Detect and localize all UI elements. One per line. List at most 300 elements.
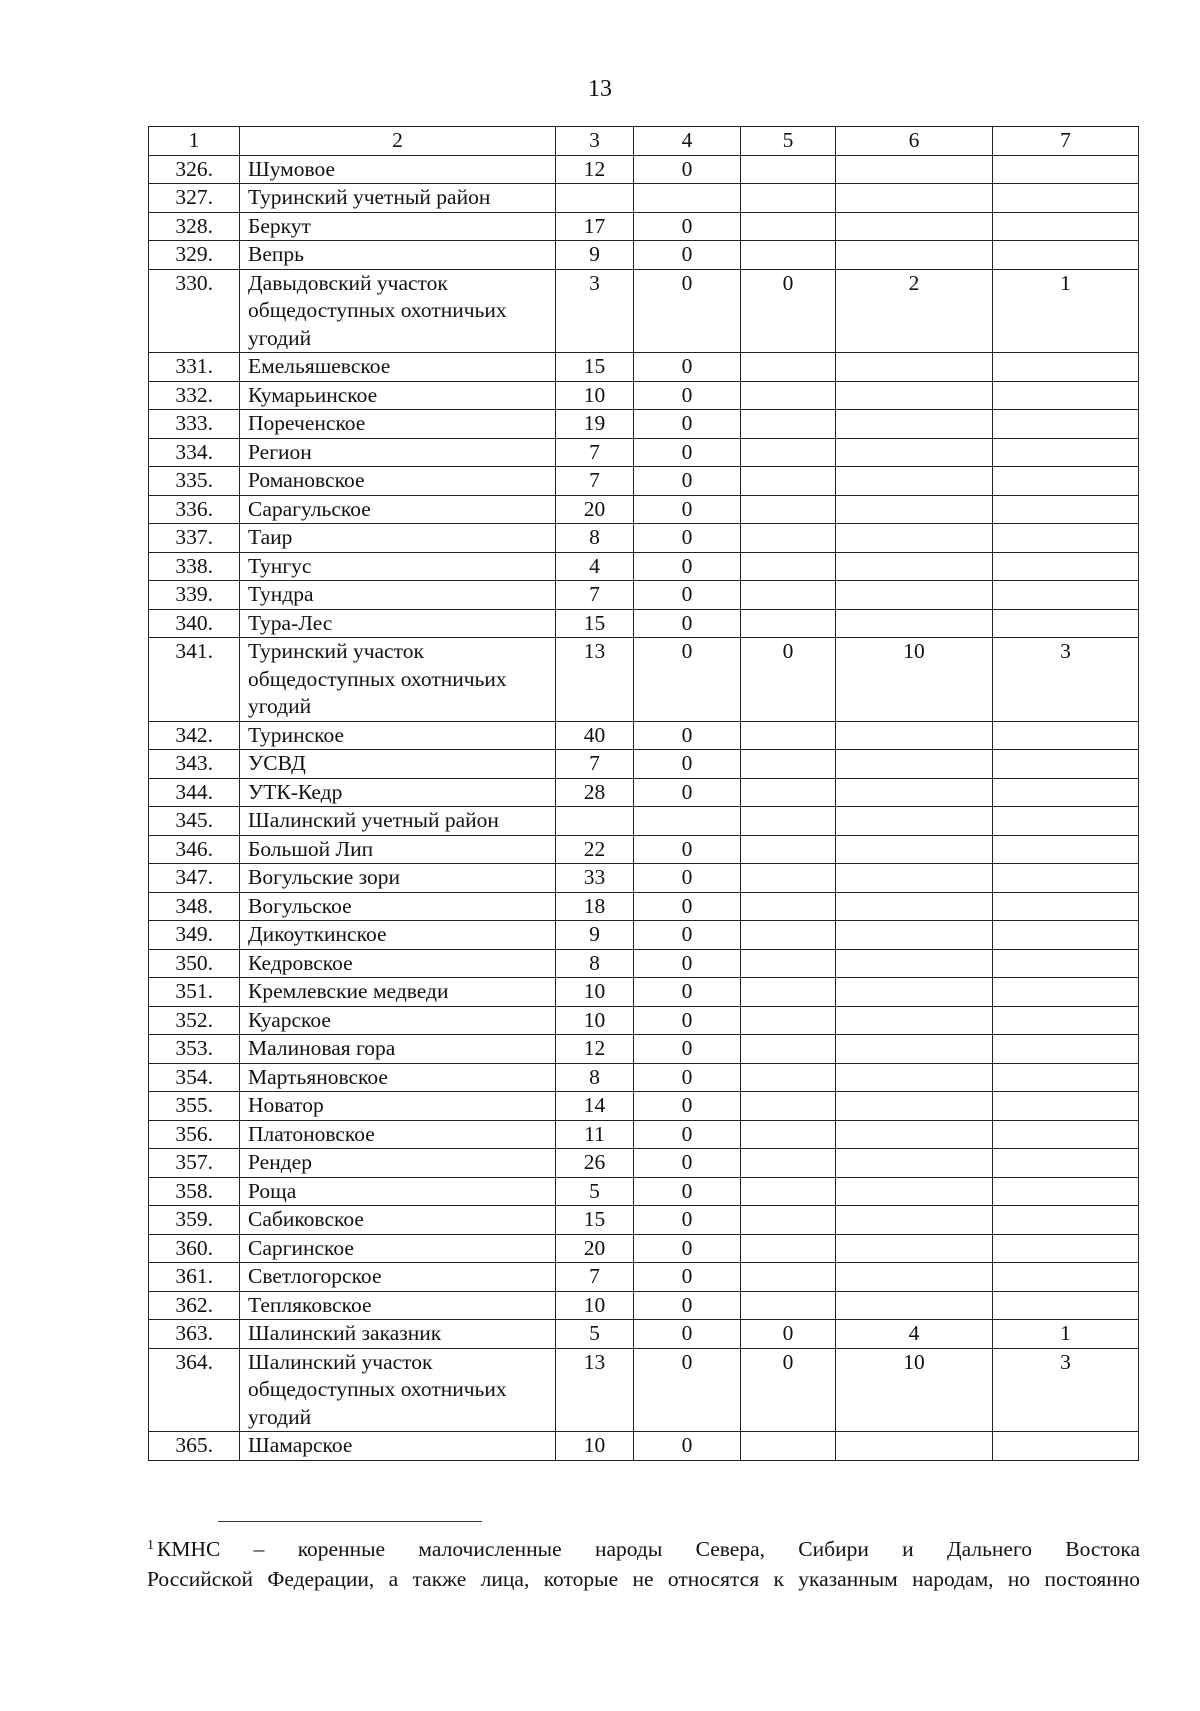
row-number-cell: 364. — [149, 1348, 240, 1432]
area-name-line: Новатор — [248, 1093, 324, 1117]
area-name-cell — [240, 212, 556, 241]
area-name-line: Мартьяновское — [248, 1064, 388, 1089]
table-row — [149, 864, 1139, 893]
col7-cell — [993, 1177, 1139, 1206]
area-name-line: Шумовое — [248, 156, 336, 181]
col5-cell — [741, 807, 836, 836]
col3-cell: 15 — [556, 353, 634, 382]
footnote — [147, 1531, 1140, 1594]
table-row — [149, 1320, 1139, 1349]
area-name-cell — [240, 1035, 556, 1064]
col5-cell — [741, 921, 836, 950]
col5-cell — [741, 184, 836, 213]
col6-cell — [836, 467, 993, 496]
col5-cell: 0 — [741, 1348, 836, 1432]
col4-cell: 0 — [634, 638, 741, 722]
col4-cell: 0 — [634, 353, 741, 382]
area-name-cell — [240, 892, 556, 921]
col5-cell — [741, 1291, 836, 1320]
area-name-line: Кумарьинское — [248, 382, 378, 407]
area-name-line: общедоступных охотничьих — [248, 1377, 507, 1401]
col7-cell: 3 — [993, 1348, 1139, 1432]
row-number-cell: 344. — [149, 778, 240, 807]
area-name-line: Романовское — [248, 468, 365, 492]
table-row — [149, 212, 1139, 241]
area-name-line: угодий — [248, 325, 312, 350]
col7-cell — [993, 892, 1139, 921]
area-name-cell — [240, 1348, 556, 1432]
row-number-cell: 335. — [149, 467, 240, 496]
col6-cell: 4 — [836, 1320, 993, 1349]
area-name-cell — [240, 638, 556, 722]
area-name-cell — [240, 269, 556, 353]
area-name-line: Пореченское — [248, 411, 366, 435]
row-number-cell: 332. — [149, 381, 240, 410]
row-number-cell: 352. — [149, 1006, 240, 1035]
row-number-cell: 329. — [149, 241, 240, 270]
col6-cell — [836, 921, 993, 950]
table-row — [149, 1348, 1139, 1432]
col5-cell — [741, 495, 836, 524]
col5-cell: 0 — [741, 269, 836, 353]
area-name-line: Платоновское — [248, 1121, 375, 1146]
col5-cell — [741, 410, 836, 439]
col4-cell: 0 — [634, 1063, 741, 1092]
area-name-line: Кремлевские медведи — [248, 979, 449, 1003]
area-name-cell — [240, 1149, 556, 1178]
area-name-line: Давыдовский участок — [248, 270, 448, 295]
header-cell: 6 — [836, 127, 993, 156]
col7-cell — [993, 778, 1139, 807]
row-number-cell: 327. — [149, 184, 240, 213]
area-name-line: Дикоуткинское — [248, 922, 387, 946]
col6-cell — [836, 410, 993, 439]
col3-cell: 12 — [556, 1035, 634, 1064]
col4-cell: 0 — [634, 438, 741, 467]
col3-cell: 7 — [556, 1263, 634, 1292]
table-row — [149, 524, 1139, 553]
col4-cell: 0 — [634, 1092, 741, 1121]
row-number-cell: 347. — [149, 864, 240, 893]
table-row — [149, 1092, 1139, 1121]
area-name-cell — [240, 438, 556, 467]
col5-cell — [741, 1120, 836, 1149]
col7-cell — [993, 381, 1139, 410]
col6-cell: 10 — [836, 1348, 993, 1432]
table-row — [149, 778, 1139, 807]
table-row — [149, 1263, 1139, 1292]
table-row — [149, 807, 1139, 836]
row-number-cell: 360. — [149, 1234, 240, 1263]
col4-cell: 0 — [634, 1234, 741, 1263]
col3-cell: 5 — [556, 1320, 634, 1349]
row-number-cell: 334. — [149, 438, 240, 467]
table-row — [149, 467, 1139, 496]
col7-cell — [993, 212, 1139, 241]
footnote-marker: 1 — [147, 1538, 154, 1553]
area-name-line: Шамарское — [248, 1433, 353, 1457]
col4-cell: 0 — [634, 609, 741, 638]
table-row — [149, 1206, 1139, 1235]
area-name-line: Регион — [248, 439, 312, 464]
col3-cell — [556, 184, 634, 213]
table-row — [149, 949, 1139, 978]
col3-cell: 18 — [556, 892, 634, 921]
area-name-cell — [240, 581, 556, 610]
col4-cell: 0 — [634, 381, 741, 410]
col4-cell: 0 — [634, 552, 741, 581]
col3-cell: 17 — [556, 212, 634, 241]
header-cell: 5 — [741, 127, 836, 156]
col3-cell: 20 — [556, 495, 634, 524]
table-row — [149, 1120, 1139, 1149]
col7-cell — [993, 495, 1139, 524]
row-number-cell: 349. — [149, 921, 240, 950]
col5-cell — [741, 1035, 836, 1064]
col6-cell — [836, 184, 993, 213]
col5-cell — [741, 1149, 836, 1178]
table-row — [149, 835, 1139, 864]
col4-cell: 0 — [634, 1120, 741, 1149]
row-number-cell: 326. — [149, 155, 240, 184]
col4-cell: 0 — [634, 721, 741, 750]
col7-cell — [993, 807, 1139, 836]
col7-cell — [993, 184, 1139, 213]
area-name-line: Вогульские зори — [248, 865, 401, 889]
col5-cell — [741, 353, 836, 382]
col5-cell — [741, 1177, 836, 1206]
area-name-line: Шалинский учетный район — [248, 808, 499, 832]
header-cell: 7 — [993, 127, 1139, 156]
col5-cell — [741, 212, 836, 241]
col4-cell: 0 — [634, 949, 741, 978]
col4-cell: 0 — [634, 1177, 741, 1206]
col6-cell — [836, 524, 993, 553]
col3-cell: 7 — [556, 467, 634, 496]
col3-cell: 10 — [556, 381, 634, 410]
area-name-cell — [240, 241, 556, 270]
col5-cell — [741, 892, 836, 921]
area-name-cell — [240, 1006, 556, 1035]
table-row — [149, 921, 1139, 950]
area-name-cell — [240, 381, 556, 410]
table-row — [149, 721, 1139, 750]
row-number-cell: 354. — [149, 1063, 240, 1092]
area-name-line: Шалинский участок — [248, 1349, 433, 1374]
row-number-cell: 345. — [149, 807, 240, 836]
area-name-line: Большой Лип — [248, 836, 374, 861]
col6-cell — [836, 721, 993, 750]
col6-cell — [836, 495, 993, 524]
area-name-line: общедоступных охотничьих — [248, 666, 507, 691]
area-name-cell — [240, 1432, 556, 1461]
table-body — [149, 127, 1139, 1461]
row-number-cell: 359. — [149, 1206, 240, 1235]
col7-cell — [993, 949, 1139, 978]
col5-cell — [741, 241, 836, 270]
table-row — [149, 438, 1139, 467]
col7-cell — [993, 155, 1139, 184]
area-name-line: общедоступных охотничьих — [248, 298, 507, 322]
col6-cell — [836, 1177, 993, 1206]
area-name-line: угодий — [248, 694, 312, 718]
area-name-cell — [240, 1120, 556, 1149]
table-row — [149, 1006, 1139, 1035]
table-row — [149, 184, 1139, 213]
table-row — [149, 638, 1139, 722]
area-name-cell — [240, 524, 556, 553]
col3-cell: 15 — [556, 1206, 634, 1235]
col7-cell — [993, 921, 1139, 950]
row-number-cell: 350. — [149, 949, 240, 978]
col4-cell: 0 — [634, 750, 741, 779]
col5-cell — [741, 949, 836, 978]
col6-cell — [836, 1432, 993, 1461]
col5-cell — [741, 1092, 836, 1121]
col7-cell: 1 — [993, 1320, 1139, 1349]
col7-cell — [993, 864, 1139, 893]
table-row — [149, 1035, 1139, 1064]
row-number-cell: 339. — [149, 581, 240, 610]
col5-cell — [741, 467, 836, 496]
col3-cell: 19 — [556, 410, 634, 439]
col6-cell — [836, 949, 993, 978]
area-name-line: Вепрь — [248, 242, 304, 266]
area-name-cell — [240, 921, 556, 950]
row-number-cell: 353. — [149, 1035, 240, 1064]
col4-cell: 0 — [634, 1320, 741, 1349]
header-cell: 4 — [634, 127, 741, 156]
col4-cell: 0 — [634, 892, 741, 921]
table-row — [149, 1177, 1139, 1206]
col6-cell — [836, 1149, 993, 1178]
table-row — [149, 269, 1139, 353]
area-name-line: Туринский учетный район — [248, 185, 491, 209]
col5-cell — [741, 1263, 836, 1292]
col7-cell — [993, 1063, 1139, 1092]
area-name-line: УТК-Кедр — [248, 779, 343, 804]
col4-cell: 0 — [634, 524, 741, 553]
area-name-line: угодий — [248, 1404, 312, 1429]
col6-cell — [836, 241, 993, 270]
area-name-line: Емельяшевское — [248, 354, 391, 378]
row-number-cell: 355. — [149, 1092, 240, 1121]
area-name-line: Тура-Лес — [248, 610, 333, 635]
area-name-line: Туринский участок — [248, 639, 424, 663]
col5-cell — [741, 864, 836, 893]
hunting-grounds-table — [148, 126, 1139, 1461]
col4-cell — [634, 807, 741, 836]
col7-cell — [993, 410, 1139, 439]
col4-cell: 0 — [634, 581, 741, 610]
col6-cell — [836, 381, 993, 410]
col4-cell: 0 — [634, 495, 741, 524]
table-row — [149, 1234, 1139, 1263]
col6-cell — [836, 438, 993, 467]
page-number: 13 — [588, 76, 612, 102]
row-number-cell: 357. — [149, 1149, 240, 1178]
col3-cell: 7 — [556, 438, 634, 467]
col3-cell: 11 — [556, 1120, 634, 1149]
col7-cell — [993, 1006, 1139, 1035]
area-name-line: Кедровское — [248, 950, 353, 975]
footnote-separator — [218, 1521, 482, 1522]
col6-cell — [836, 353, 993, 382]
area-name-cell — [240, 750, 556, 779]
col4-cell: 0 — [634, 1006, 741, 1035]
row-number-cell: 363. — [149, 1320, 240, 1349]
col7-cell — [993, 609, 1139, 638]
area-name-cell — [240, 1063, 556, 1092]
area-name-cell — [240, 721, 556, 750]
area-name-line: Светлогорское — [248, 1264, 382, 1288]
col4-cell: 0 — [634, 410, 741, 439]
col3-cell: 10 — [556, 1432, 634, 1461]
col6-cell — [836, 864, 993, 893]
table-row — [149, 241, 1139, 270]
col7-cell — [993, 1234, 1139, 1263]
row-number-cell: 358. — [149, 1177, 240, 1206]
footnote-line-1 — [147, 1537, 1140, 1561]
area-name-cell — [240, 184, 556, 213]
col7-cell — [993, 721, 1139, 750]
col5-cell — [741, 978, 836, 1007]
area-name-line: Сарагульское — [248, 496, 371, 521]
col4-cell: 0 — [634, 155, 741, 184]
col7-cell — [993, 467, 1139, 496]
table-row — [149, 495, 1139, 524]
col3-cell: 26 — [556, 1149, 634, 1178]
col3-cell: 9 — [556, 921, 634, 950]
col3-cell: 28 — [556, 778, 634, 807]
col4-cell: 0 — [634, 1348, 741, 1432]
area-name-line: Роща — [248, 1178, 297, 1203]
footnote-text-1: КМНС – коренные малочисленные народы Севера, Сибири и Дальнего Востока — [157, 1537, 1140, 1561]
col5-cell — [741, 1063, 836, 1092]
area-name-cell — [240, 1320, 556, 1349]
col7-cell: 3 — [993, 638, 1139, 722]
area-name-line: Сабиковское — [248, 1207, 364, 1231]
col3-cell: 15 — [556, 609, 634, 638]
table-row — [149, 581, 1139, 610]
col3-cell: 13 — [556, 638, 634, 722]
col5-cell — [741, 1006, 836, 1035]
col5-cell — [741, 381, 836, 410]
col5-cell — [741, 552, 836, 581]
col6-cell: 10 — [836, 638, 993, 722]
area-name-cell — [240, 495, 556, 524]
col5-cell — [741, 155, 836, 184]
col4-cell: 0 — [634, 1432, 741, 1461]
row-number-cell: 362. — [149, 1291, 240, 1320]
col6-cell — [836, 1234, 993, 1263]
col3-cell: 5 — [556, 1177, 634, 1206]
col7-cell — [993, 978, 1139, 1007]
row-number-cell: 331. — [149, 353, 240, 382]
col3-cell: 4 — [556, 552, 634, 581]
col5-cell — [741, 1432, 836, 1461]
col4-cell: 0 — [634, 778, 741, 807]
col5-cell — [741, 1234, 836, 1263]
col5-cell — [741, 778, 836, 807]
col5-cell — [741, 835, 836, 864]
area-name-cell — [240, 410, 556, 439]
row-number-cell: 348. — [149, 892, 240, 921]
area-name-line: Туринское — [248, 722, 345, 747]
header-cell: 2 — [240, 127, 556, 156]
col4-cell: 0 — [634, 1035, 741, 1064]
col7-cell — [993, 1149, 1139, 1178]
col6-cell — [836, 892, 993, 921]
area-name-line: УСВД — [248, 751, 306, 775]
col7-cell — [993, 438, 1139, 467]
col7-cell — [993, 1432, 1139, 1461]
area-name-line: Тепляковское — [248, 1292, 372, 1317]
col3-cell: 12 — [556, 155, 634, 184]
col7-cell — [993, 552, 1139, 581]
col6-cell — [836, 1291, 993, 1320]
col7-cell — [993, 750, 1139, 779]
col6-cell — [836, 609, 993, 638]
area-name-cell — [240, 807, 556, 836]
table-header-row — [149, 127, 1139, 156]
table-row — [149, 750, 1139, 779]
col7-cell — [993, 1263, 1139, 1292]
col3-cell: 14 — [556, 1092, 634, 1121]
area-name-cell — [240, 353, 556, 382]
area-name-line: Тундра — [248, 582, 314, 606]
col5-cell — [741, 1206, 836, 1235]
col3-cell — [556, 807, 634, 836]
table-row — [149, 609, 1139, 638]
col6-cell — [836, 1263, 993, 1292]
col5-cell: 0 — [741, 1320, 836, 1349]
col5-cell — [741, 524, 836, 553]
col3-cell: 22 — [556, 835, 634, 864]
table-row — [149, 978, 1139, 1007]
row-number-cell: 328. — [149, 212, 240, 241]
col6-cell — [836, 552, 993, 581]
area-name-line: Малиновая гора — [248, 1036, 396, 1060]
area-name-line: Шалинский заказник — [248, 1321, 442, 1345]
col7-cell — [993, 835, 1139, 864]
col3-cell: 8 — [556, 949, 634, 978]
col3-cell: 8 — [556, 524, 634, 553]
col4-cell — [634, 184, 741, 213]
area-name-cell — [240, 1291, 556, 1320]
area-name-cell — [240, 1206, 556, 1235]
row-number-cell: 341. — [149, 638, 240, 722]
row-number-cell: 346. — [149, 835, 240, 864]
col4-cell: 0 — [634, 1263, 741, 1292]
table-row — [149, 410, 1139, 439]
col4-cell: 0 — [634, 1206, 741, 1235]
col4-cell: 0 — [634, 241, 741, 270]
row-number-cell: 340. — [149, 609, 240, 638]
col4-cell: 0 — [634, 921, 741, 950]
col5-cell — [741, 609, 836, 638]
col5-cell — [741, 581, 836, 610]
row-number-cell: 351. — [149, 978, 240, 1007]
area-name-cell — [240, 978, 556, 1007]
col4-cell: 0 — [634, 212, 741, 241]
area-name-cell — [240, 1234, 556, 1263]
col3-cell: 10 — [556, 978, 634, 1007]
area-name-cell — [240, 1092, 556, 1121]
col4-cell: 0 — [634, 1291, 741, 1320]
col5-cell: 0 — [741, 638, 836, 722]
area-name-line: Вогульское — [248, 893, 352, 918]
